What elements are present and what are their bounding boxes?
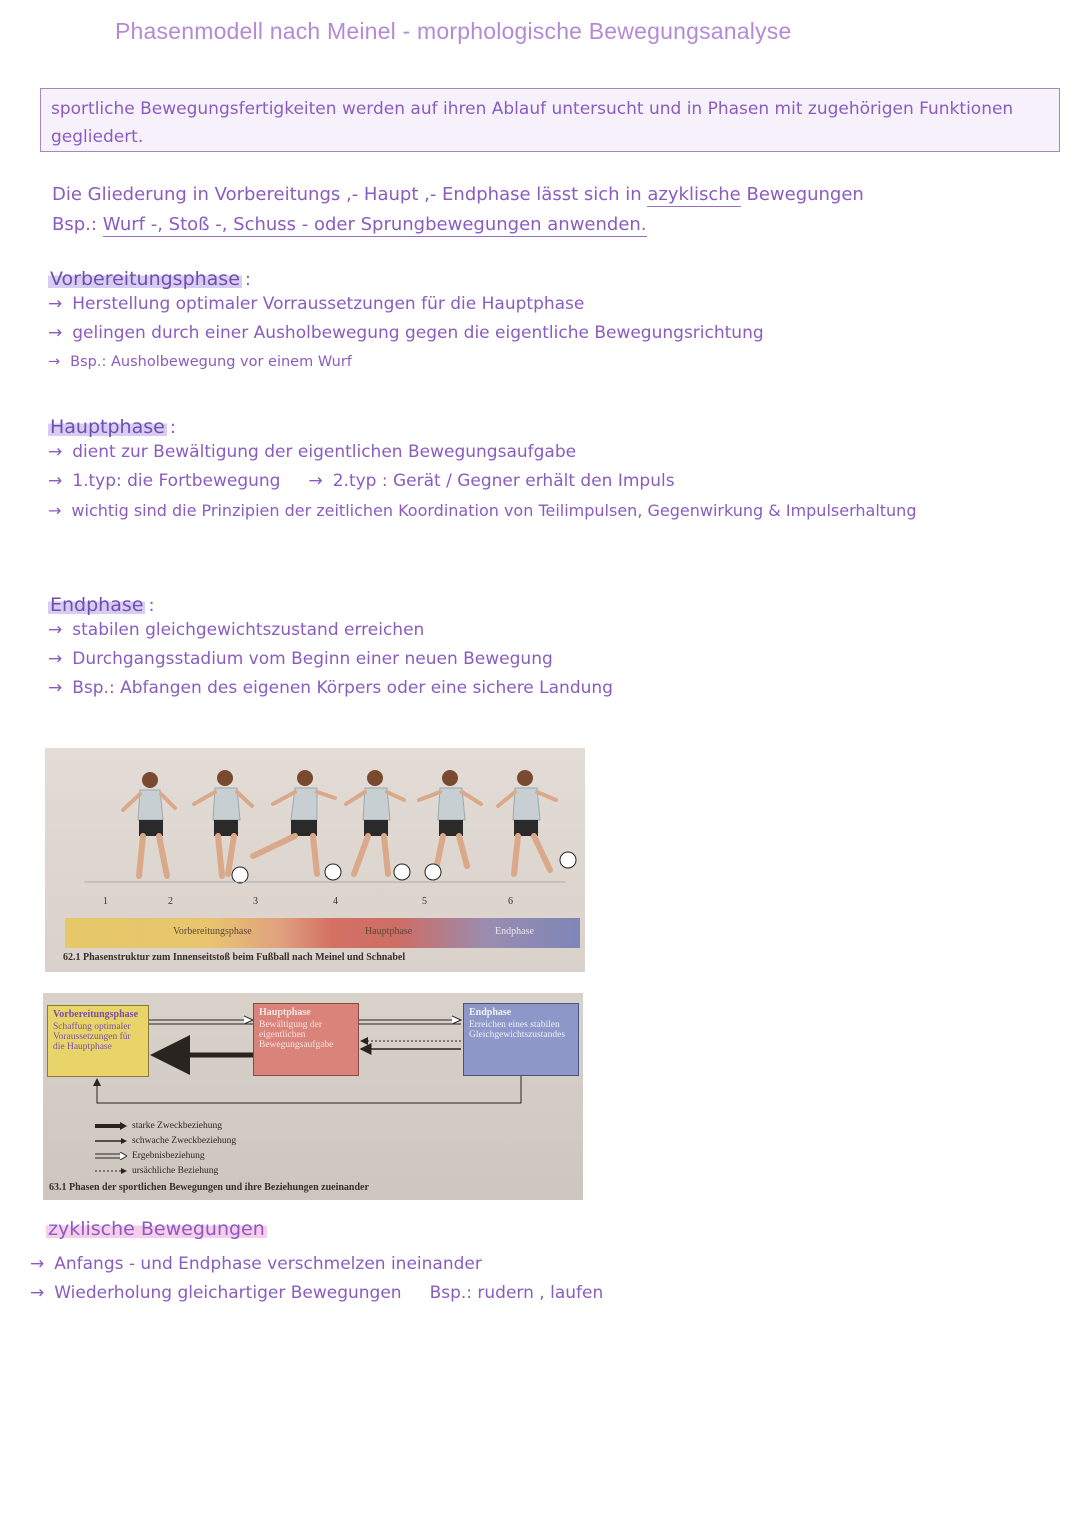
box-haupt: Hauptphase Bewältigung der eigentlichen Bewegungsaufgabe: [253, 1003, 359, 1076]
figure-phasenstruktur: [45, 748, 585, 972]
list-item: → Anfangs - und Endphase verschmelzen ineinander: [30, 1254, 482, 1274]
bar-label-vorbereitung: Vorbereitungsphase: [173, 926, 252, 937]
list-item: → Durchgangsstadium vom Beginn einer neuen Bewegung: [48, 649, 553, 669]
intro-text-c: Bewegungen: [746, 184, 864, 205]
section-zyklisch: [46, 1218, 267, 1240]
intro-text-a: Die Gliederung in Vorbereitungs ,- Haupt ,- Endphase lässt sich in: [52, 184, 642, 205]
arrow-icon: →: [48, 323, 63, 343]
arrow-icon: →: [308, 471, 323, 491]
player-figure: [194, 770, 252, 883]
figure2-caption: 63.1 Phasen der sportlichen Bewegungen und ihre Beziehungen zueinander: [49, 1182, 369, 1193]
box-end: Endphase Erreichen eines stabilen Gleichgewichtszustandes: [463, 1003, 579, 1076]
arrow-icon: →: [30, 1283, 45, 1303]
legend-item: schwache Zweckbeziehung: [95, 1133, 236, 1148]
list-zyklisch: [30, 1250, 603, 1308]
heading-end: Endphase: [50, 594, 144, 616]
arrow-icon: →: [30, 1254, 45, 1274]
player-figure: [253, 770, 341, 880]
list-item: → dient zur Bewältigung der eigentlichen Bewegungsaufgabe: [48, 442, 577, 462]
list-item: → gelingen durch einer Ausholbewegung gegen die eigentliche Bewegungsrichtung: [48, 323, 764, 343]
figure-phasenbeziehungen: [43, 993, 583, 1200]
list-item: → Herstellung optimaler Vorraussetzungen für die Hauptphase: [48, 294, 585, 314]
figure1-caption: 62.1 Phasenstruktur zum Innenseitstoß beim Fußball nach Meinel und Schnabel: [63, 952, 406, 963]
heading-vorbereitung: Vorbereitungsphase: [50, 268, 240, 290]
players-illustration: [45, 748, 585, 898]
section-vorbereitung: Vorbereitungsphase : → Herstellung optimaler Vorraussetzungen für die Hauptphase → gelingen durch einer Ausholbewegung gegen die eigentliche Bewegungsrichtung → Bsp.: Ausholbewegung vor einem Wurf: [48, 268, 764, 377]
arrow-icon: →: [48, 471, 63, 491]
page-title: Phasenmodell nach Meinel - morphologische Bewegungsanalyse: [115, 18, 792, 44]
list-item: → Bsp.: Ausholbewegung vor einem Wurf: [48, 354, 352, 370]
arrow-icon: →: [48, 678, 63, 698]
bar-label-end: Endphase: [495, 926, 534, 937]
arrow-icon: →: [48, 620, 63, 640]
intro-paragraph: [52, 180, 1032, 240]
legend-item: Ergebnisbeziehung: [95, 1148, 236, 1163]
player-figure: [123, 772, 175, 876]
intro-bsp: Bsp.:: [52, 214, 97, 235]
intro-examples: Wurf -, Stoß -, Schuss - oder Sprungbewegungen anwenden.: [102, 214, 647, 235]
section-haupt: Hauptphase : → dient zur Bewältigung der eigentlichen Bewegungsaufgabe → 1.typ: die Fortbewegung → 2.typ : Gerät / Gegner erhält den Impuls → wichtig sind die Prinzipien der zeitlichen Koordination von Teilimpulsen, Gegenwirkung & Impulserhaltung: [48, 416, 916, 525]
arrow-icon: →: [48, 354, 61, 370]
definition-text: sportliche Bewegungsfertigkeiten werden auf ihren Ablauf untersucht und in Phasen mit zugehörigen Funktionen gegliedert.: [51, 99, 1014, 147]
heading-zyklisch: zyklische Bewegungen: [48, 1218, 265, 1240]
arrow-icon: →: [48, 294, 63, 314]
legend-item: starke Zweckbeziehung: [95, 1118, 236, 1133]
list-item: → 1.typ: die Fortbewegung → 2.typ : Gerät / Gegner erhält den Impuls: [48, 471, 675, 491]
intro-azyklisch: azyklische: [647, 184, 741, 205]
diagram-legend: [95, 1118, 236, 1178]
arrow-icon: →: [48, 501, 62, 520]
list-item: → Bsp.: Abfangen des eigenen Körpers oder eine sichere Landung: [48, 678, 613, 698]
section-end: Endphase : → stabilen gleichgewichtszustand erreichen → Durchgangsstadium vom Beginn einer neuen Bewegung → Bsp.: Abfangen des eigenen Körpers oder eine sichere Landung: [48, 594, 613, 703]
sequence-numbers: 1 2 3 4 5 6: [103, 896, 513, 907]
heading-haupt: Hauptphase: [50, 416, 165, 438]
arrow-icon: →: [48, 649, 63, 669]
box-vorbereitung: Vorbereitungsphase Schaffung optimaler Voraussetzungen für die Hauptphase: [47, 1005, 149, 1077]
arrow-icon: →: [48, 442, 63, 462]
player-figure: [498, 770, 576, 874]
list-item: → wichtig sind die Prinzipien der zeitlichen Koordination von Teilimpulsen, Gegenwirkung & Impulserhaltung: [48, 501, 917, 520]
player-figure: [346, 770, 410, 880]
player-figure: [419, 770, 481, 880]
bar-label-haupt: Hauptphase: [365, 926, 413, 937]
definition-box: [40, 88, 1060, 152]
list-item: → stabilen gleichgewichtszustand erreichen: [48, 620, 425, 640]
legend-item: ursächliche Beziehung: [95, 1163, 236, 1178]
list-item: → Wiederholung gleichartiger Bewegungen Bsp.: rudern , laufen: [30, 1283, 604, 1303]
intro-line-1: [52, 180, 1032, 210]
intro-line-2: [52, 210, 1032, 240]
